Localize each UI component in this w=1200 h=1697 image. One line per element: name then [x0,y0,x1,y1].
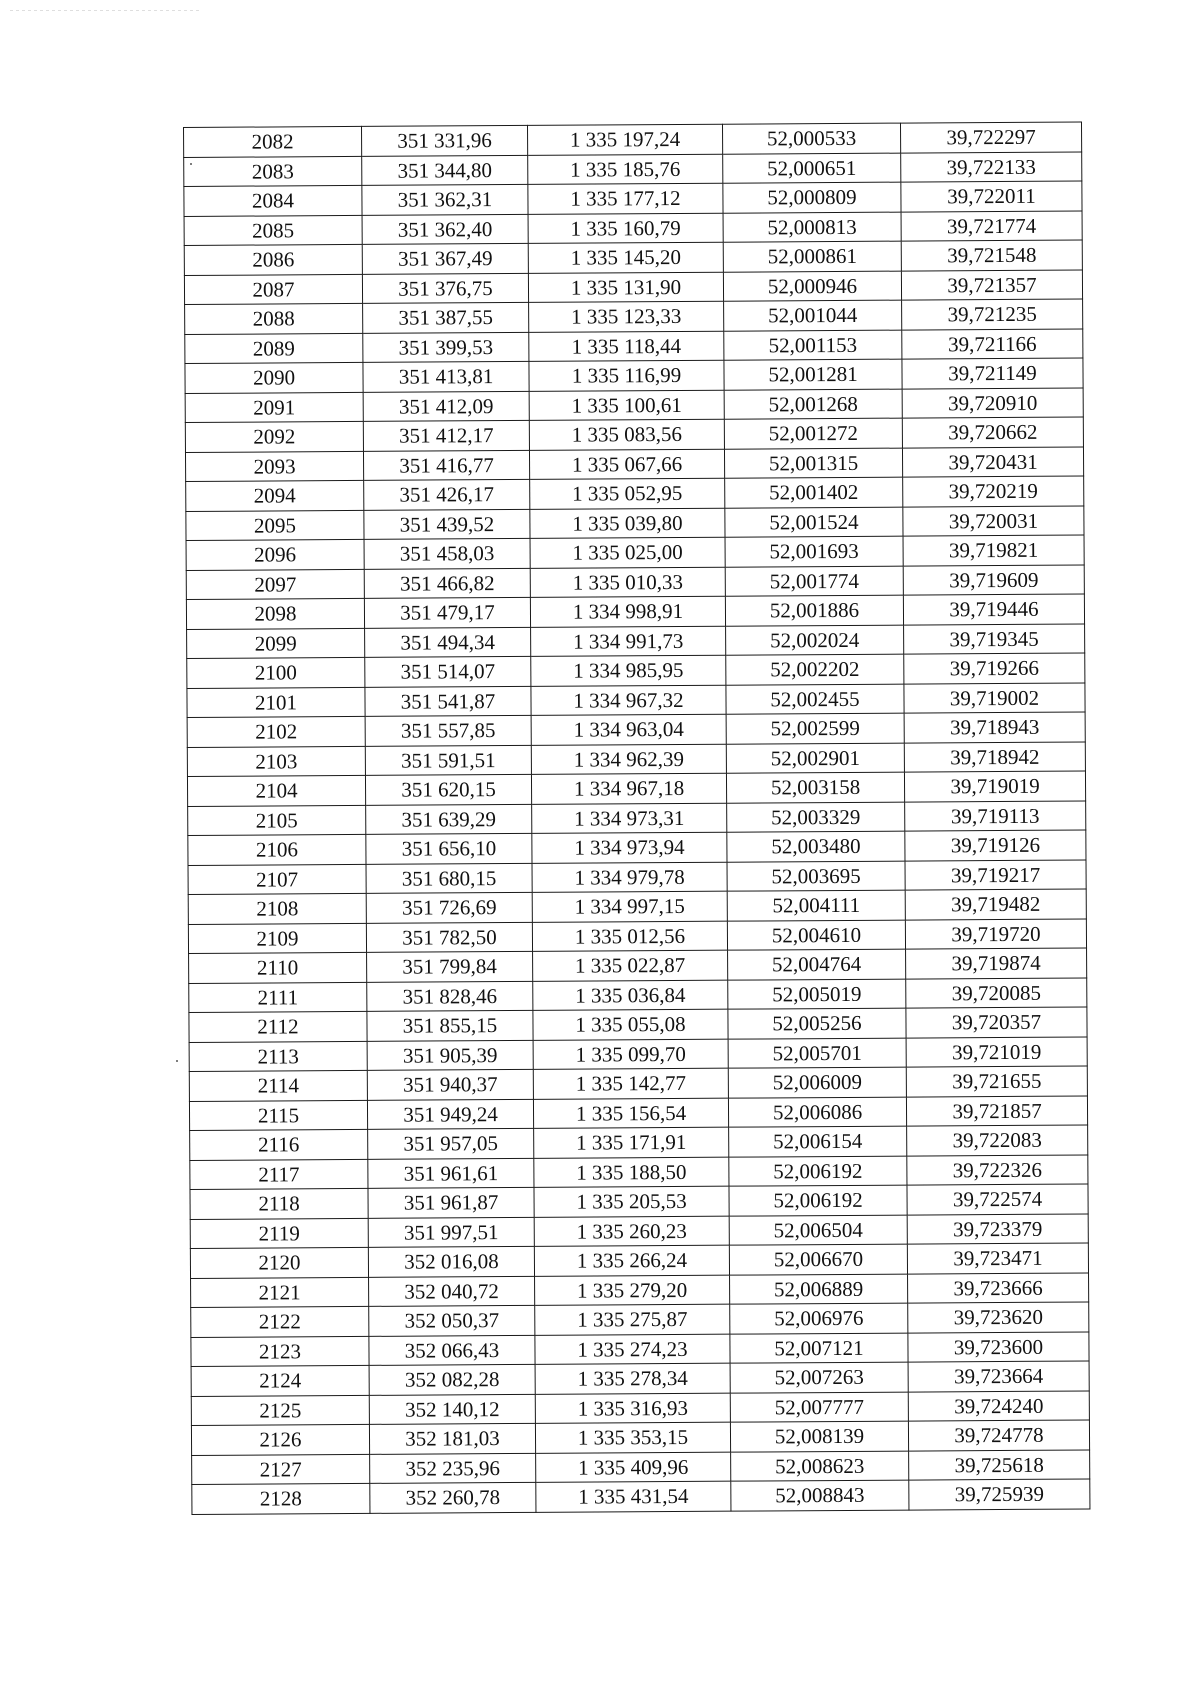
latitude-cell: 52,003695 [727,861,905,892]
point-number-cell: 2115 [189,1100,367,1131]
longitude-cell: 39,720431 [902,447,1083,478]
longitude-cell: 39,723379 [907,1213,1088,1244]
point-number-cell: 2087 [184,274,362,305]
y-coordinate-cell: 1 335 083,56 [529,419,724,450]
latitude-cell: 52,003158 [726,772,904,803]
longitude-cell: 39,719609 [903,565,1084,596]
longitude-cell: 39,722574 [907,1184,1088,1215]
longitude-cell: 39,719482 [905,889,1086,920]
scan-artifact-line [10,10,200,11]
latitude-cell: 52,005019 [728,979,906,1010]
latitude-cell: 52,002202 [726,654,904,685]
longitude-cell: 39,721548 [901,240,1082,271]
latitude-cell: 52,001693 [725,536,903,567]
point-number-cell: 2121 [191,1277,369,1308]
latitude-cell: 52,006889 [730,1274,908,1305]
x-coordinate-cell: 352 181,03 [369,1423,535,1454]
y-coordinate-cell: 1 335 188,50 [534,1157,729,1188]
point-number-cell: 2092 [185,421,363,452]
latitude-cell: 52,001524 [725,507,903,538]
y-coordinate-cell: 1 334 998,91 [530,596,725,627]
y-coordinate-cell: 1 335 067,66 [529,449,724,480]
y-coordinate-cell: 1 335 279,20 [535,1275,730,1306]
point-number-cell: 2117 [190,1159,368,1190]
y-coordinate-cell: 1 335 118,44 [529,331,724,362]
latitude-cell: 52,006976 [730,1303,908,1334]
y-coordinate-cell: 1 335 409,96 [536,1452,731,1483]
point-number-cell: 2099 [187,628,365,659]
point-number-cell: 2097 [186,569,364,600]
x-coordinate-cell: 351 997,51 [368,1217,534,1248]
x-coordinate-cell: 351 557,85 [365,715,531,746]
y-coordinate-cell: 1 335 022,87 [533,950,728,981]
longitude-cell: 39,723600 [908,1331,1089,1362]
x-coordinate-cell: 351 905,39 [367,1040,533,1071]
point-number-cell: 2098 [186,598,364,629]
y-coordinate-cell: 1 334 963,04 [531,714,726,745]
x-coordinate-cell: 351 344,80 [362,155,528,186]
point-number-cell: 2126 [191,1424,369,1455]
y-coordinate-cell: 1 334 997,15 [532,891,727,922]
y-coordinate-cell: 1 335 145,20 [528,242,723,273]
point-number-cell: 2106 [188,834,366,865]
y-coordinate-cell: 1 335 260,23 [534,1216,729,1247]
x-coordinate-cell: 351 961,87 [368,1187,534,1218]
longitude-cell: 39,720219 [903,476,1084,507]
x-coordinate-cell: 352 235,96 [370,1453,536,1484]
point-number-cell: 2091 [185,392,363,423]
x-coordinate-cell: 352 066,43 [369,1335,535,1366]
latitude-cell: 52,001044 [724,300,902,331]
point-number-cell: 2089 [185,333,363,364]
x-coordinate-cell: 351 362,40 [362,214,528,245]
y-coordinate-cell: 1 335 205,53 [534,1186,729,1217]
point-number-cell: 2119 [190,1218,368,1249]
latitude-cell: 52,005701 [728,1038,906,1069]
x-coordinate-cell: 351 416,77 [363,450,529,481]
x-coordinate-cell: 351 656,10 [366,833,532,864]
table-row [192,1479,1090,1514]
longitude-cell: 39,721357 [901,270,1082,301]
latitude-cell: 52,002455 [726,684,904,715]
longitude-cell: 39,719126 [905,830,1086,861]
y-coordinate-cell: 1 335 100,61 [529,390,724,421]
y-coordinate-cell: 1 335 278,34 [535,1363,730,1394]
point-number-cell: 2104 [187,775,365,806]
longitude-cell: 39,719821 [903,535,1084,566]
x-coordinate-cell: 351 412,17 [363,420,529,451]
point-number-cell: 2103 [187,746,365,777]
longitude-cell: 39,720031 [903,506,1084,537]
x-coordinate-cell: 351 855,15 [367,1010,533,1041]
longitude-cell: 39,724240 [908,1390,1089,1421]
point-number-cell: 2105 [188,805,366,836]
y-coordinate-cell: 1 334 962,39 [531,744,726,775]
latitude-cell: 52,008139 [730,1421,908,1452]
latitude-cell: 52,006504 [729,1215,907,1246]
point-number-cell: 2116 [190,1129,368,1160]
point-number-cell: 2088 [185,303,363,334]
point-number-cell: 2090 [185,362,363,393]
x-coordinate-cell: 351 940,37 [367,1069,533,1100]
point-number-cell: 2111 [189,982,367,1013]
x-coordinate-cell: 351 514,07 [365,656,531,687]
latitude-cell: 52,004610 [727,920,905,951]
y-coordinate-cell: 1 335 431,54 [536,1481,731,1512]
longitude-cell: 39,722011 [901,181,1082,212]
y-coordinate-cell: 1 335 012,56 [532,921,727,952]
longitude-cell: 39,719019 [904,771,1085,802]
x-coordinate-cell: 352 040,72 [369,1276,535,1307]
y-coordinate-cell: 1 335 266,24 [534,1245,729,1276]
longitude-cell: 39,721857 [906,1095,1087,1126]
x-coordinate-cell: 352 016,08 [368,1246,534,1277]
y-coordinate-cell: 1 334 973,31 [532,803,727,834]
x-coordinate-cell: 351 413,81 [363,361,529,392]
x-coordinate-cell: 351 680,15 [366,863,532,894]
y-coordinate-cell: 1 334 991,73 [531,626,726,657]
longitude-cell: 39,719874 [906,948,1087,979]
coordinates-table-body [184,122,1090,1514]
longitude-cell: 39,719345 [904,624,1085,655]
x-coordinate-cell: 351 639,29 [366,804,532,835]
x-coordinate-cell: 351 439,52 [364,509,530,540]
point-number-cell: 2112 [189,1011,367,1042]
longitude-cell: 39,725618 [909,1449,1090,1480]
y-coordinate-cell: 1 335 131,90 [528,272,723,303]
y-coordinate-cell: 1 335 275,87 [535,1304,730,1335]
x-coordinate-cell: 351 828,46 [367,981,533,1012]
latitude-cell: 52,007777 [730,1392,908,1423]
y-coordinate-cell: 1 335 316,93 [535,1393,730,1424]
point-number-cell: 2102 [187,716,365,747]
point-number-cell: 2085 [184,215,362,246]
latitude-cell: 52,000809 [723,182,901,213]
longitude-cell: 39,723620 [908,1302,1089,1333]
point-number-cell: 2095 [186,510,364,541]
point-number-cell: 2108 [188,893,366,924]
longitude-cell: 39,720662 [902,417,1083,448]
longitude-cell: 39,721655 [906,1066,1087,1097]
latitude-cell: 52,001268 [724,389,902,420]
y-coordinate-cell: 1 335 099,70 [533,1039,728,1070]
latitude-cell: 52,005256 [728,1008,906,1039]
latitude-cell: 52,002901 [726,743,904,774]
y-coordinate-cell: 1 335 036,84 [533,980,728,1011]
longitude-cell: 39,722083 [907,1125,1088,1156]
scan-speck [176,1060,178,1062]
latitude-cell: 52,001402 [725,477,903,508]
y-coordinate-cell: 1 334 985,95 [531,655,726,686]
point-number-cell: 2127 [192,1454,370,1485]
longitude-cell: 39,719720 [905,918,1086,949]
latitude-cell: 52,006086 [728,1097,906,1128]
y-coordinate-cell: 1 334 973,94 [532,832,727,863]
latitude-cell: 52,001315 [724,448,902,479]
x-coordinate-cell: 351 479,17 [364,597,530,628]
latitude-cell: 52,006154 [729,1126,907,1157]
point-number-cell: 2114 [189,1070,367,1101]
x-coordinate-cell: 352 260,78 [370,1482,536,1513]
x-coordinate-cell: 352 082,28 [369,1364,535,1395]
y-coordinate-cell: 1 335 197,24 [527,124,722,155]
longitude-cell: 39,720085 [906,977,1087,1008]
latitude-cell: 52,000533 [722,123,900,154]
point-number-cell: 2083 [184,156,362,187]
coordinates-table [183,122,1090,1515]
longitude-cell: 39,721774 [901,211,1082,242]
y-coordinate-cell: 1 335 177,12 [528,183,723,214]
latitude-cell: 52,002024 [726,625,904,656]
longitude-cell: 39,721166 [902,329,1083,360]
x-coordinate-cell: 351 957,05 [368,1128,534,1159]
x-coordinate-cell: 351 961,61 [368,1158,534,1189]
x-coordinate-cell: 351 620,15 [365,774,531,805]
longitude-cell: 39,719446 [903,594,1084,625]
longitude-cell: 39,719217 [905,859,1086,890]
point-number-cell: 2086 [184,244,362,275]
longitude-cell: 39,719002 [904,683,1085,714]
x-coordinate-cell: 351 367,49 [362,243,528,274]
latitude-cell: 52,003480 [727,831,905,862]
x-coordinate-cell: 351 362,31 [362,184,528,215]
latitude-cell: 52,002599 [726,713,904,744]
y-coordinate-cell: 1 335 116,99 [529,360,724,391]
y-coordinate-cell: 1 335 142,77 [533,1068,728,1099]
x-coordinate-cell: 351 799,84 [367,951,533,982]
point-number-cell: 2107 [188,864,366,895]
longitude-cell: 39,722133 [901,152,1082,183]
point-number-cell: 2120 [190,1247,368,1278]
latitude-cell: 52,004111 [727,890,905,921]
latitude-cell: 52,003329 [727,802,905,833]
latitude-cell: 52,008623 [731,1451,909,1482]
longitude-cell: 39,721235 [902,299,1083,330]
longitude-cell: 39,725939 [909,1479,1090,1510]
longitude-cell: 39,723664 [908,1361,1089,1392]
x-coordinate-cell: 352 050,37 [369,1305,535,1336]
point-number-cell: 2113 [189,1041,367,1072]
point-number-cell: 2100 [187,657,365,688]
longitude-cell: 39,720357 [906,1007,1087,1038]
y-coordinate-cell: 1 335 274,23 [535,1334,730,1365]
point-number-cell: 2094 [186,480,364,511]
x-coordinate-cell: 351 466,82 [364,568,530,599]
y-coordinate-cell: 1 334 979,78 [532,862,727,893]
x-coordinate-cell: 351 376,75 [362,273,528,304]
latitude-cell: 52,006009 [728,1067,906,1098]
x-coordinate-cell: 351 949,24 [367,1099,533,1130]
latitude-cell: 52,000946 [723,271,901,302]
x-coordinate-cell: 351 399,53 [363,332,529,363]
latitude-cell: 52,001272 [724,418,902,449]
longitude-cell: 39,723666 [908,1272,1089,1303]
longitude-cell: 39,722326 [907,1154,1088,1185]
longitude-cell: 39,718942 [904,741,1085,772]
point-number-cell: 2093 [185,451,363,482]
x-coordinate-cell: 351 331,96 [361,125,527,156]
y-coordinate-cell: 1 335 171,91 [534,1127,729,1158]
x-coordinate-cell: 351 387,55 [363,302,529,333]
y-coordinate-cell: 1 335 055,08 [533,1009,728,1040]
latitude-cell: 52,008843 [731,1480,909,1511]
point-number-cell: 2109 [188,923,366,954]
point-number-cell: 2118 [190,1188,368,1219]
latitude-cell: 52,006192 [729,1185,907,1216]
point-number-cell: 2082 [184,126,362,157]
y-coordinate-cell: 1 335 010,33 [530,567,725,598]
x-coordinate-cell: 351 541,87 [365,686,531,717]
x-coordinate-cell: 351 426,17 [364,479,530,510]
latitude-cell: 52,007121 [730,1333,908,1364]
y-coordinate-cell: 1 335 160,79 [528,213,723,244]
latitude-cell: 52,006670 [729,1244,907,1275]
latitude-cell: 52,000813 [723,212,901,243]
y-coordinate-cell: 1 334 967,18 [531,773,726,804]
longitude-cell: 39,723471 [907,1243,1088,1274]
y-coordinate-cell: 1 335 052,95 [530,478,725,509]
point-number-cell: 2124 [191,1365,369,1396]
point-number-cell: 2122 [191,1306,369,1337]
x-coordinate-cell: 351 494,34 [365,627,531,658]
y-coordinate-cell: 1 335 039,80 [530,508,725,539]
longitude-cell: 39,721149 [902,358,1083,389]
latitude-cell: 52,006192 [729,1156,907,1187]
x-coordinate-cell: 352 140,12 [369,1394,535,1425]
latitude-cell: 52,001886 [725,595,903,626]
y-coordinate-cell: 1 335 123,33 [529,301,724,332]
point-number-cell: 2128 [192,1483,370,1514]
y-coordinate-cell: 1 335 156,54 [533,1098,728,1129]
y-coordinate-cell: 1 334 967,32 [531,685,726,716]
longitude-cell: 39,719266 [904,653,1085,684]
x-coordinate-cell: 351 591,51 [365,745,531,776]
longitude-cell: 39,721019 [906,1036,1087,1067]
x-coordinate-cell: 351 782,50 [366,922,532,953]
latitude-cell: 52,004764 [728,949,906,980]
latitude-cell: 52,000861 [723,241,901,272]
latitude-cell: 52,001774 [725,566,903,597]
y-coordinate-cell: 1 335 353,15 [535,1422,730,1453]
longitude-cell: 39,720910 [902,388,1083,419]
point-number-cell: 2101 [187,687,365,718]
latitude-cell: 52,001281 [724,359,902,390]
latitude-cell: 52,007263 [730,1362,908,1393]
latitude-cell: 52,001153 [724,330,902,361]
x-coordinate-cell: 351 726,69 [366,892,532,923]
point-number-cell: 2096 [186,539,364,570]
longitude-cell: 39,719113 [905,800,1086,831]
y-coordinate-cell: 1 335 025,00 [530,537,725,568]
longitude-cell: 39,718943 [904,712,1085,743]
longitude-cell: 39,724778 [908,1420,1089,1451]
y-coordinate-cell: 1 335 185,76 [528,154,723,185]
latitude-cell: 52,000651 [723,153,901,184]
point-number-cell: 2110 [189,952,367,983]
point-number-cell: 2084 [184,185,362,216]
longitude-cell: 39,722297 [900,122,1081,153]
x-coordinate-cell: 351 412,09 [363,391,529,422]
point-number-cell: 2123 [191,1336,369,1367]
x-coordinate-cell: 351 458,03 [364,538,530,569]
point-number-cell: 2125 [191,1395,369,1426]
